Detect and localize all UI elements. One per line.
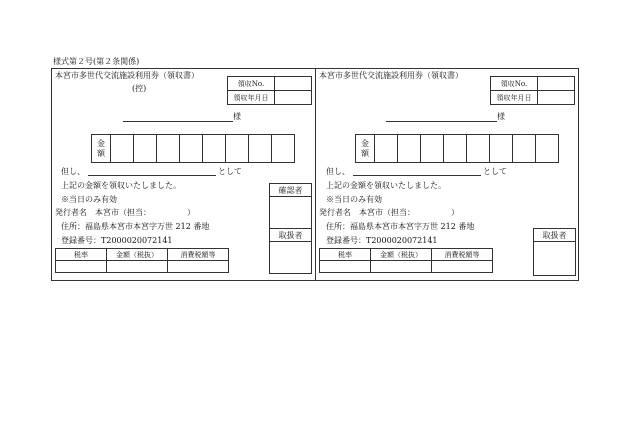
honorific-sama: 様 xyxy=(497,112,505,121)
handler-label: 取扱者 xyxy=(534,229,576,242)
amount-grid xyxy=(91,134,295,163)
amount-digit-cell[interactable] xyxy=(203,135,226,163)
tax-header-amount: 金額（税抜） xyxy=(371,249,432,261)
handler-stamp-box[interactable] xyxy=(270,242,312,274)
center-divider xyxy=(315,68,316,281)
issuer-line: 発行者名 本宮市（担当： ） xyxy=(55,208,195,217)
amount-digit-cell[interactable] xyxy=(513,135,536,163)
valid-note: ※当日のみ有効 xyxy=(61,195,117,204)
tax-value-cell[interactable] xyxy=(168,261,229,273)
amount-digit-cell[interactable] xyxy=(111,135,134,163)
tax-header-tax: 消費税額等 xyxy=(168,249,229,261)
receipt-no-field[interactable] xyxy=(538,77,575,91)
amount-digit-cell[interactable] xyxy=(272,135,295,163)
purpose-line[interactable] xyxy=(353,175,481,176)
amount-label xyxy=(92,135,111,163)
amount-digit-cell[interactable] xyxy=(467,135,490,163)
toshite-label: として xyxy=(218,167,242,176)
tax-header-rate: 税率 xyxy=(320,249,371,261)
receipt-title: 本宮市多世代交流施設利用券（領収書） xyxy=(319,71,463,80)
receipt-date-label: 領収年月日 xyxy=(491,91,538,105)
tax-amount-cell[interactable] xyxy=(371,261,432,273)
tax-amount-cell[interactable] xyxy=(107,261,168,273)
copy-mark: (控) xyxy=(132,84,147,93)
receipt-date-field[interactable] xyxy=(538,91,575,105)
honorific-sama: 様 xyxy=(233,112,241,121)
address-line: 住所：福島県本宮市本宮字万世 212 番地 xyxy=(61,222,210,231)
amount-digit-cell[interactable] xyxy=(375,135,398,163)
amount-digit-cell[interactable] xyxy=(536,135,559,163)
tax-table xyxy=(55,248,229,273)
toshite-label: として xyxy=(483,167,507,176)
handler-label: 取扱者 xyxy=(270,229,312,242)
amount-digit-cell[interactable] xyxy=(490,135,513,163)
amount-digit-cell[interactable] xyxy=(226,135,249,163)
amount-label-char-1: 金 xyxy=(361,138,369,148)
staff-stamp-table xyxy=(269,183,312,274)
valid-note: ※当日のみ有効 xyxy=(326,195,382,204)
amount-digit-cell[interactable] xyxy=(157,135,180,163)
tax-header-rate: 税率 xyxy=(56,249,107,261)
recipient-name-line[interactable] xyxy=(123,121,233,122)
receipt-date-field[interactable] xyxy=(275,91,312,105)
amount-label-char-2: 額 xyxy=(361,148,369,158)
amount-digit-cell[interactable] xyxy=(134,135,157,163)
tax-table xyxy=(319,248,493,273)
receipt-info-table xyxy=(227,76,312,105)
tadashi-label: 但し、 xyxy=(326,167,350,176)
tax-rate-cell[interactable] xyxy=(56,261,107,273)
receipt-no-field[interactable] xyxy=(275,77,312,91)
registration-number: 登録番号：T2000020072141 xyxy=(61,236,173,245)
purpose-line[interactable] xyxy=(88,175,216,176)
receipt-no-label: 領収No. xyxy=(228,77,275,91)
tadashi-label: 但し、 xyxy=(61,167,85,176)
amount-label-char-2: 額 xyxy=(97,148,105,158)
tax-rate-cell[interactable] xyxy=(320,261,371,273)
staff-stamp-table xyxy=(533,228,576,276)
amount-grid xyxy=(355,134,559,163)
handler-stamp-box[interactable] xyxy=(534,242,576,276)
amount-digit-cell[interactable] xyxy=(249,135,272,163)
tax-value-cell[interactable] xyxy=(432,261,493,273)
amount-digit-cell[interactable] xyxy=(421,135,444,163)
tax-header-amount: 金額（税抜） xyxy=(107,249,168,261)
issuer-line: 発行者名 本宮市（担当： ） xyxy=(319,208,459,217)
receipt-no-label: 領収No. xyxy=(491,77,538,91)
amount-digit-cell[interactable] xyxy=(180,135,203,163)
receipt-info-table xyxy=(490,76,575,105)
recipient-name-line[interactable] xyxy=(386,121,497,122)
amount-digit-cell[interactable] xyxy=(398,135,421,163)
registration-number: 登録番号：T2000020072141 xyxy=(326,236,438,245)
confirmer-label: 確認者 xyxy=(270,184,312,197)
received-statement: 上記の金額を領収いたしました。 xyxy=(61,181,181,190)
received-statement: 上記の金額を領収いたしました。 xyxy=(326,181,446,190)
confirmer-stamp-box[interactable] xyxy=(270,197,312,229)
amount-digit-cell[interactable] xyxy=(444,135,467,163)
receipt-title: 本宮市多世代交流施設利用券（領収書） xyxy=(55,71,199,80)
tax-header-tax: 消費税額等 xyxy=(432,249,493,261)
receipt-date-label: 領収年月日 xyxy=(228,91,275,105)
amount-label xyxy=(356,135,375,163)
address-line: 住所：福島県本宮市本宮字万世 212 番地 xyxy=(326,222,475,231)
form-label: 様式第２号(第２条関係) xyxy=(53,57,140,66)
amount-label-char-1: 金 xyxy=(97,138,105,148)
